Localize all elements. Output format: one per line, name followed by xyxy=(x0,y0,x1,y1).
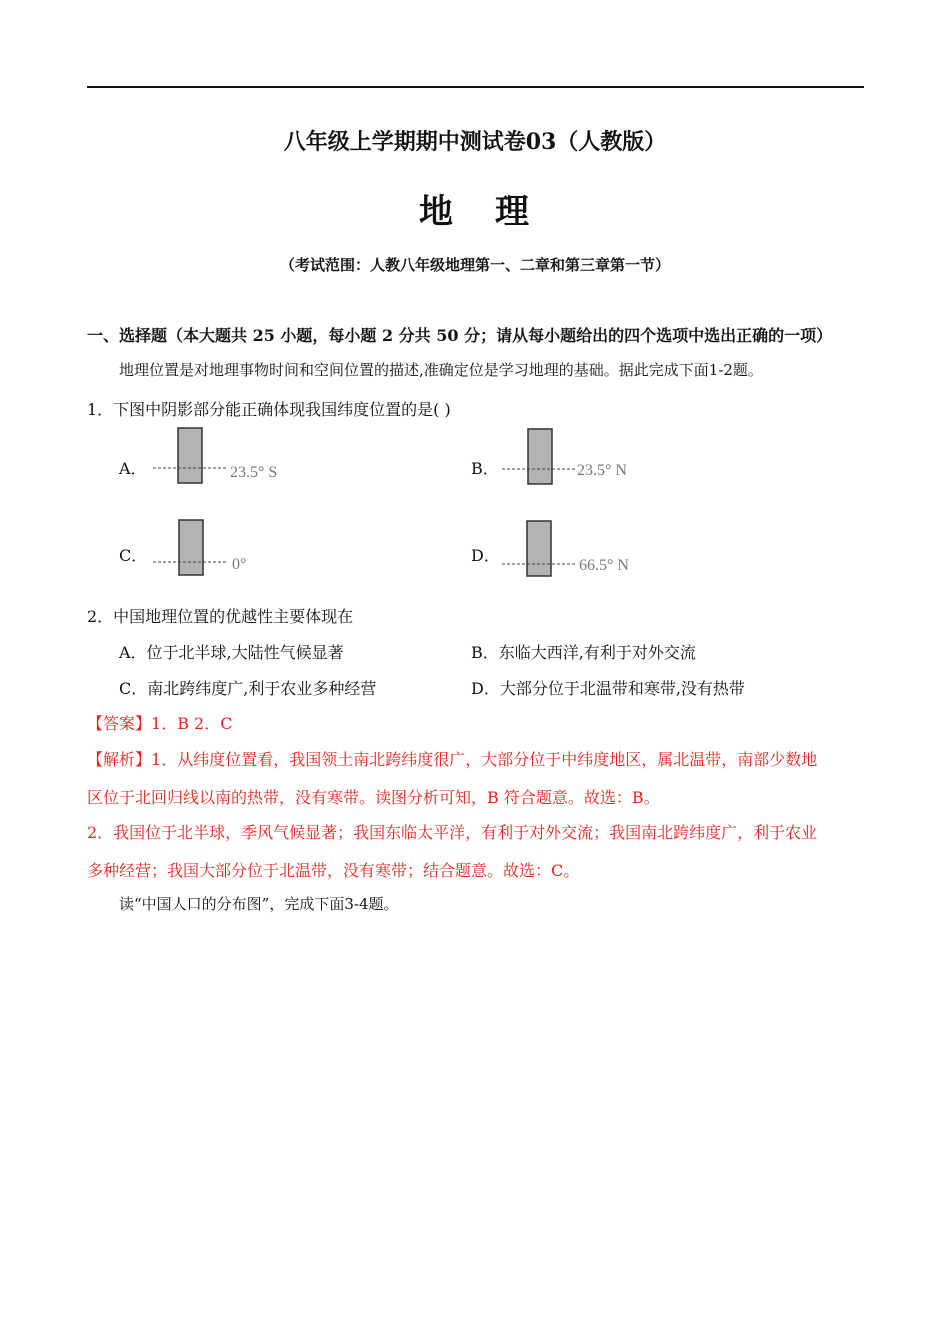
q1-option-c-diagram[interactable] xyxy=(150,515,290,581)
exam-scope: （考试范围：人教八年级地理第一、二章和第三章第一节） xyxy=(279,256,670,274)
section-title: 一、选择题（本大题共 25 小题，每小题 2 分共 50 分；请从每小题给出的四个选项中选出正确的一项） xyxy=(87,326,833,345)
q2-stem: 2．中国地理位置的优越性主要体现在 xyxy=(87,607,354,626)
shaded-region xyxy=(528,429,552,484)
analysis-text-1: 1．从纬度位置看，我国领土南北跨纬度很广，大部分位于中纬度地区，属北温带，南部少数地 xyxy=(151,750,818,769)
answer-text: 1．B 2．C xyxy=(151,714,233,733)
q2-option-b[interactable]: B．东临大西洋,有利于对外交流 xyxy=(471,643,696,662)
q2-option-a[interactable]: A．位于北半球,大陆性气候显著 xyxy=(119,643,344,662)
q2-option-c[interactable]: C．南北跨纬度广,利于农业多种经营 xyxy=(119,679,377,698)
q1-stem: 1．下图中阴影部分能正确体现我国纬度位置的是( ) xyxy=(87,400,451,419)
answer-tag: 【答案】 xyxy=(87,714,152,733)
latitude-label: 23.5° S xyxy=(230,464,278,481)
q2-option-d[interactable]: D．大部分位于北温带和寒带,没有热带 xyxy=(471,679,745,698)
q1-option-d-diagram[interactable] xyxy=(499,516,659,582)
shaded-region xyxy=(527,521,551,576)
subject-char-1: 地 xyxy=(419,192,455,232)
q1-option-a-letter[interactable]: A． xyxy=(119,459,147,478)
q1-option-c-letter[interactable]: C． xyxy=(119,546,148,565)
analysis-line-2: 区位于北回归线以南的热带，没有寒带。读图分析可知，B 符合题意。故选：B。 xyxy=(87,788,660,807)
q1-option-b-diagram[interactable] xyxy=(499,424,659,490)
analysis-tag: 【解析】 xyxy=(87,750,152,769)
latitude-label: 0° xyxy=(232,556,247,573)
shaded-region xyxy=(178,428,202,483)
subject-title xyxy=(0,184,950,233)
exam-title: 八年级上学期期中测试卷03（人教版） xyxy=(283,129,667,155)
latitude-label: 23.5° N xyxy=(577,462,627,479)
top-rule xyxy=(87,86,864,88)
analysis-line-3: 2．我国位于北半球，季风气候显著；我国东临太平洋，有利于对外交流；我国南北跨纬度广，利于农业 xyxy=(87,823,818,842)
q1-option-d-letter[interactable]: D． xyxy=(471,546,500,565)
intro-q1-2: 地理位置是对地理事物时间和空间位置的描述,准确定位是学习地理的基础。据此完成下面1-2题。 xyxy=(119,361,763,379)
analysis-line-4: 多种经营；我国大部分位于北温带，没有寒带；结合题意。故选：C。 xyxy=(87,861,580,880)
analysis-line-1 xyxy=(87,747,817,770)
latitude-label: 66.5° N xyxy=(579,557,629,574)
q1-option-b-letter[interactable]: B． xyxy=(471,459,499,478)
q1-option-a-diagram[interactable] xyxy=(150,424,310,490)
shaded-region xyxy=(179,520,203,575)
answer-line xyxy=(87,711,232,734)
subject-char-2: 理 xyxy=(495,192,531,232)
intro-q3-4: 读“中国人口的分布图”，完成下面3-4题。 xyxy=(119,895,399,913)
